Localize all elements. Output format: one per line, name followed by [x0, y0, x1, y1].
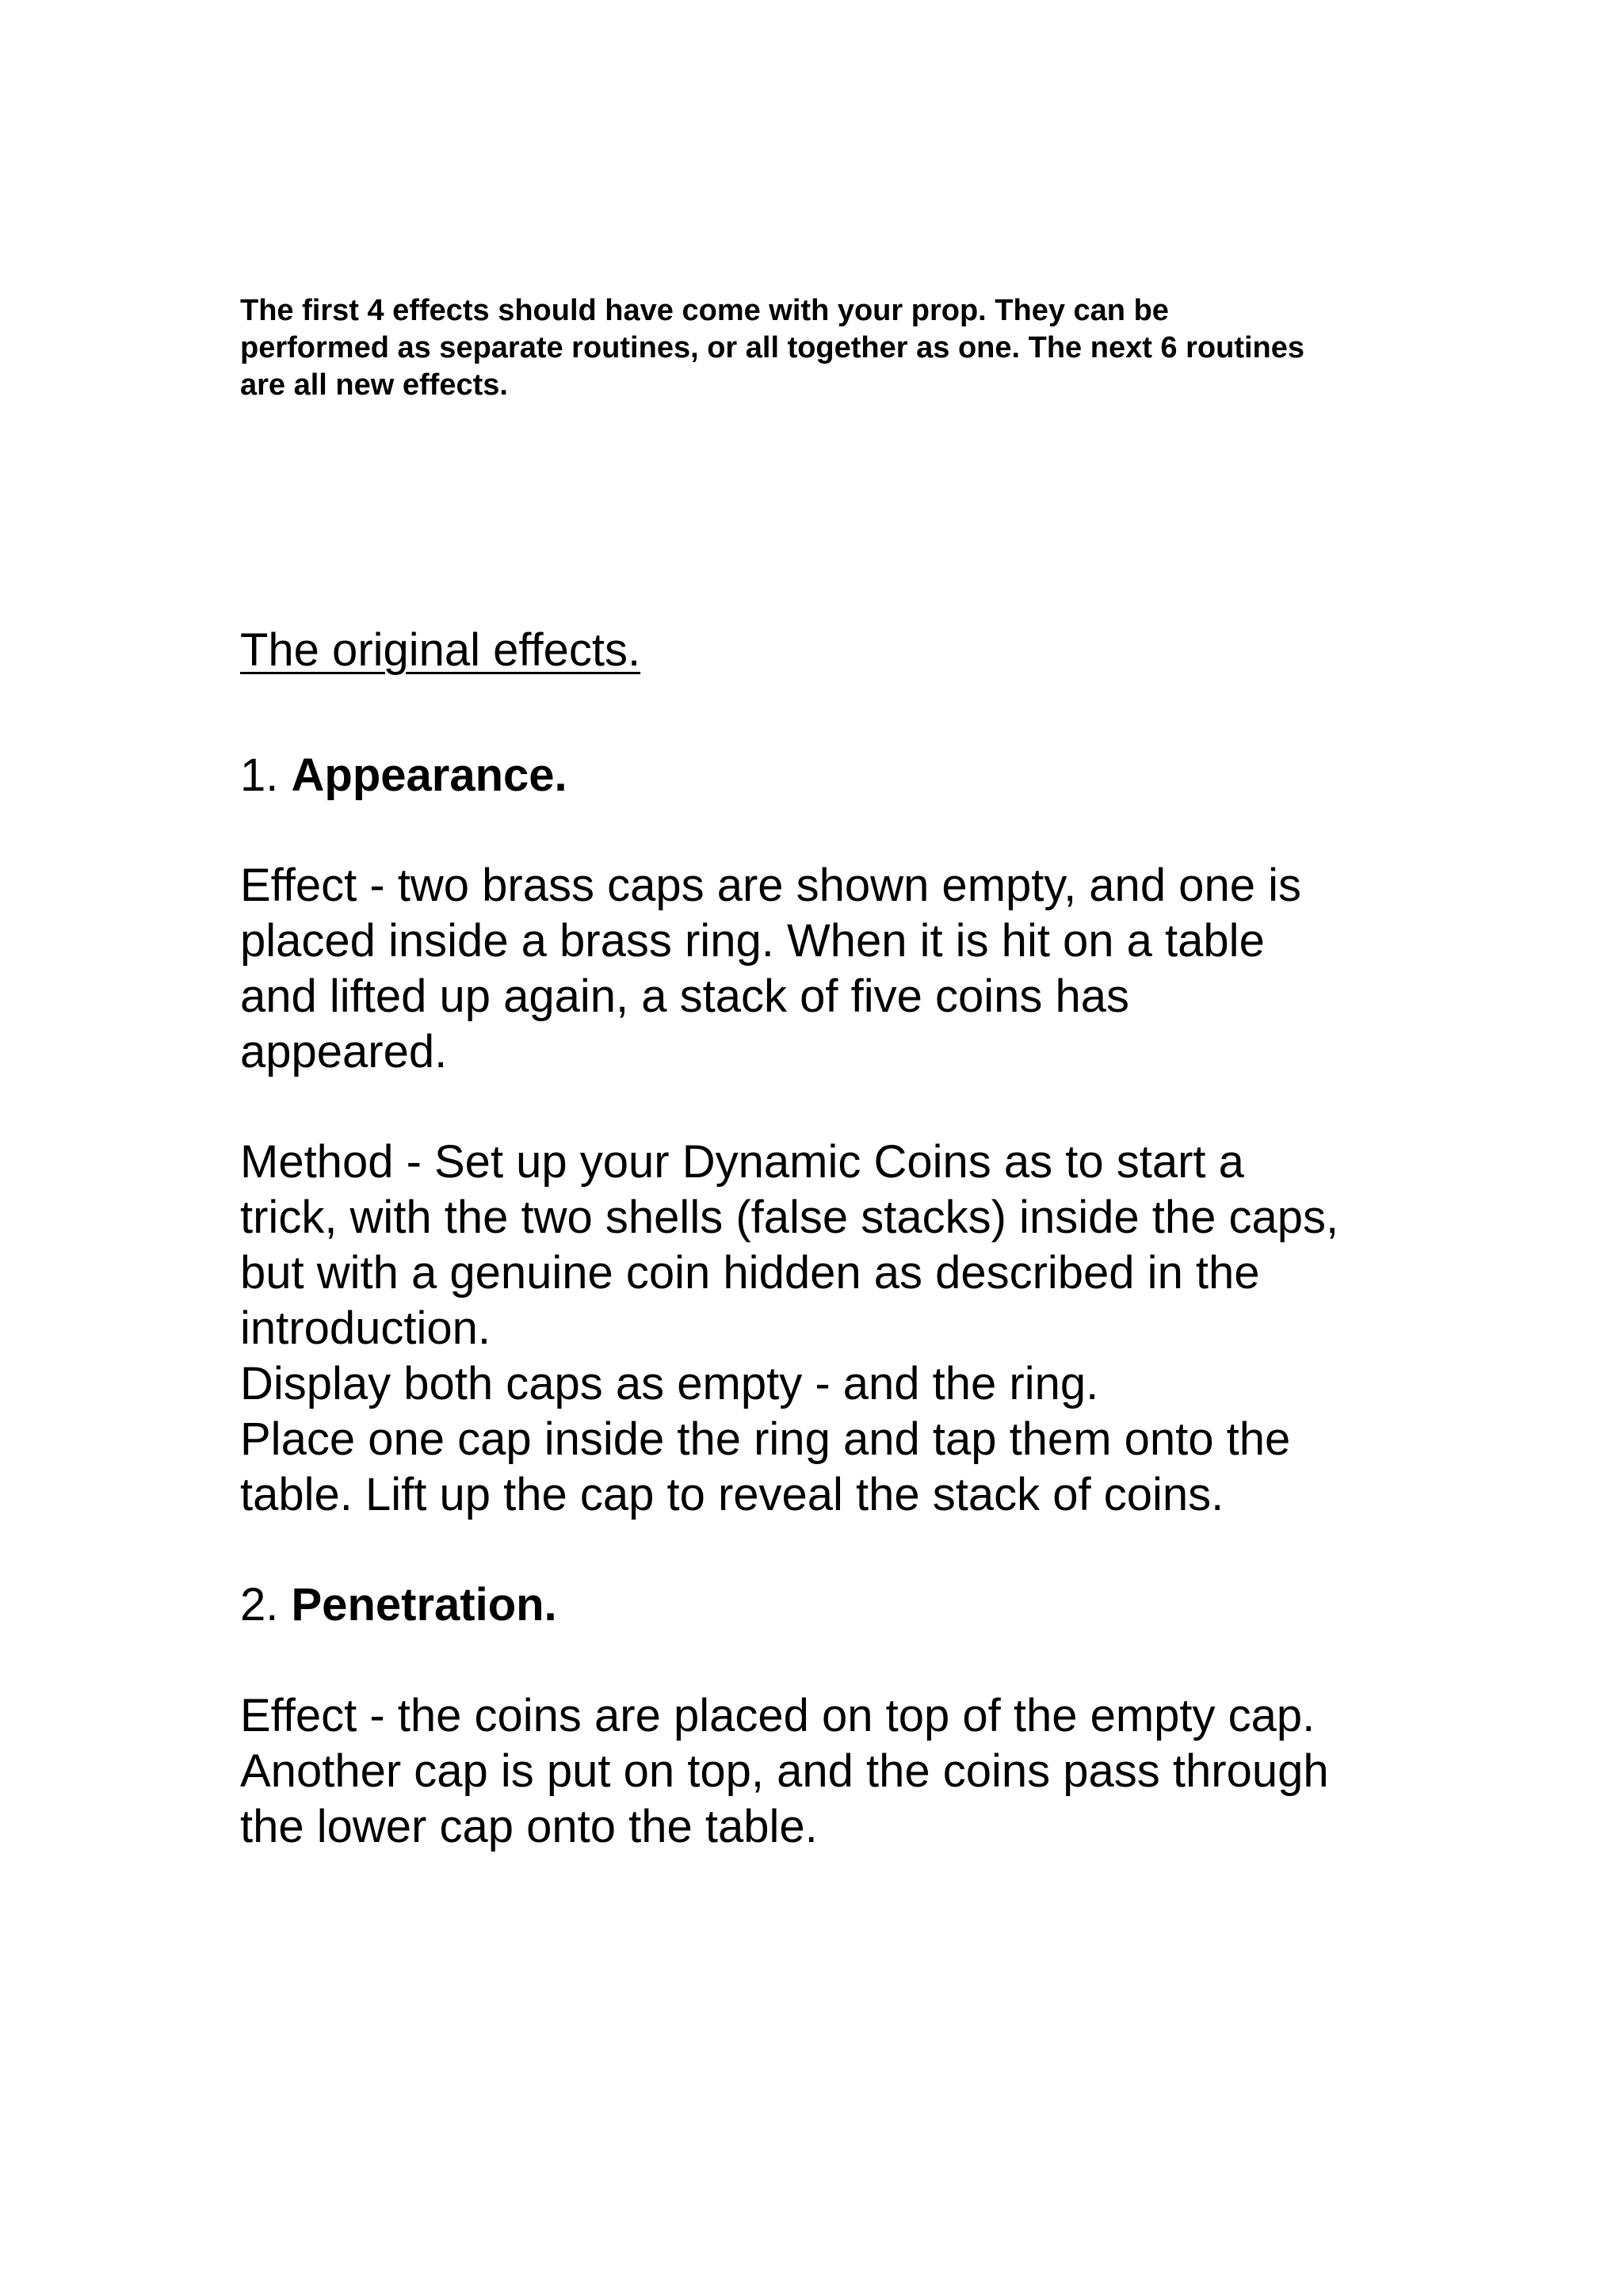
text-line: introduction. [240, 1302, 491, 1354]
intro-paragraph [240, 292, 1429, 404]
effect-title: Penetration. [291, 1579, 557, 1630]
text-line: Method - Set up your Dynamic Coins as to start a [240, 1136, 1244, 1188]
text-line: trick, with the two shells (false stacks) inside the caps, [240, 1192, 1339, 1243]
intro-line: performed as separate routines, or all together as one. The next 6 routines [240, 331, 1305, 364]
text-line: placed inside a brass ring. When it is hit on a table [240, 915, 1265, 967]
intro-line: are all new effects. [240, 368, 508, 402]
text-line: and lifted up again, a stack of five coins has [240, 971, 1130, 1022]
text-line: but with a genuine coin hidden as described in the [240, 1247, 1260, 1299]
effect-number: 2. [240, 1579, 279, 1630]
text-line: table. Lift up the cap to reveal the stack of coins. [240, 1469, 1224, 1520]
method-description-appearance [240, 1135, 1429, 1523]
effect-description-penetration [240, 1688, 1429, 1855]
text-line: appeared. [240, 1026, 448, 1077]
effect-title: Appearance. [291, 749, 567, 801]
effect-heading-appearance [240, 748, 567, 803]
text-line: Another cap is put on top, and the coins pass through [240, 1745, 1329, 1797]
text-line: Place one cap inside the ring and tap them onto the [240, 1413, 1291, 1465]
section-title: The original effects. [240, 624, 641, 676]
text-line: Effect - the coins are placed on top of the empty cap. [240, 1690, 1316, 1741]
text-line: Display both caps as empty - and the ring. [240, 1358, 1099, 1409]
text-line: the lower cap onto the table. [240, 1801, 818, 1852]
effect-number: 1. [240, 749, 279, 801]
effect-heading-penetration [240, 1577, 557, 1633]
effect-description-appearance [240, 858, 1429, 1080]
text-line: Effect - two brass caps are shown empty, and one is [240, 860, 1301, 911]
intro-line: The first 4 effects should have come with your prop. They can be [240, 294, 1169, 327]
